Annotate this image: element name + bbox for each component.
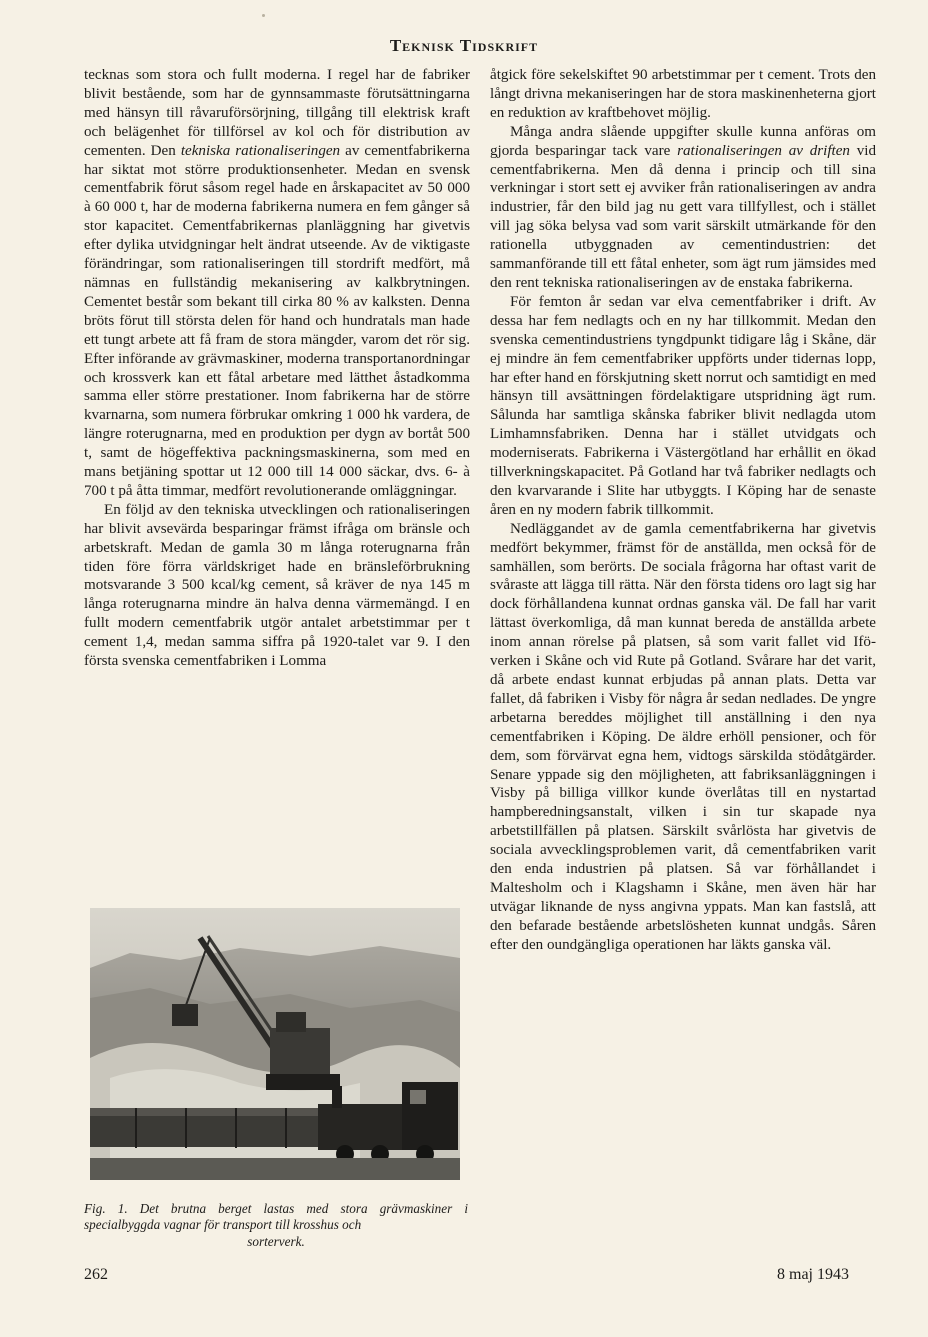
right-paragraph-1: åtgick före sekelskiftet 90 arbetstimmar per t cement. Trots den långt drivna mekaniseringen har de stora maskinenheterna gjort en reduktion av kraftbehovet möjlig. bbox=[490, 67, 876, 121]
right-column bbox=[490, 66, 876, 955]
left-column bbox=[84, 66, 470, 671]
figure-caption-main: Fig. 1. Det brutna berget lastas med stora grävmaskiner i specialbyggda vagnar för transport till krosshus och bbox=[84, 1201, 468, 1233]
page-number: 262 bbox=[84, 1266, 108, 1283]
excavator-photo-illustration bbox=[90, 908, 460, 1180]
issue-date: 8 maj 1943 bbox=[777, 1266, 849, 1283]
print-speck bbox=[262, 14, 265, 17]
right-paragraph-3: För femton år sedan var elva cementfabriker i drift. Av dessa har fem nedlagts och en ny har tillkommit. Medan den svenska cementindustriens tyngdpunkt tidigare låg i Skåne, där ej mindre än fem cementfabriker uppförts under tidernas lopp, har efter hand en förskjutning skett norrut och samtidigt en med hänsyn till avsättningen fördelaktigare utspridning ägt rum. Sålunda har samtliga skånska fabriker blivit nedlagda utom Limhamnsfabriken. Denna har i stället utvidgats och moderniserats. Fabrikerna i Västergötland har erhållit en ökad tillverkningskapacitet. På Gotland har två fabriker nedlagts och den kvarvarande i Slite har utbyggts. I Köping har de senaste åren en ny modern fabrik tillkommit. bbox=[490, 293, 876, 518]
right-paragraph-2: Många andra slående uppgifter skulle kunna anföras om gjorda besparingar tack vare rationaliseringen av driften vid cementfabrikerna. Men då denna i princip och till sina verkningar i stort sett ej avviker från rationaliseringen av andra industrier, får den bild jag nu gett vara tillfyllest, och i stället vill jag söka belysa vad som varit särskilt utmärkande för den rationella utbyggnaden av cementindustrien: det sammanförande till ett fåtal enheter, som ägt rum jämsides med den rent tekniska rationaliseringen av de enstaka fabrikerna. bbox=[490, 123, 877, 291]
figure-caption-last-line: sorterverk. bbox=[247, 1233, 305, 1249]
figure-excavator-photo bbox=[90, 908, 460, 1180]
figure-caption bbox=[84, 1201, 468, 1250]
journal-title: Teknisk Tidskrift bbox=[389, 36, 539, 55]
right-paragraph-4: Nedläggandet av de gamla cementfabrikerna har givetvis medfört bekymmer, främst för de anställda, men också för de samhällen, som berörts. De sociala frågorna har oftast varit de svåraste att lägga till rätta. När den första tidens oro lagt sig har dock förhållandena kunnat ordnas ganska väl. De fall har varit lättast överkomliga, då man kunnat bereda de anställda arbete inom annan rörelse på platsen, så som varit fallet vid Ifö-verken i Skåne och vid Rute på Gotland. Svårare har det varit, då arbete endast kunnat erbjudas på annan plats. Detta var fallet, då fabriken i Visby för några år sedan nedlades. De yngre arbetarna bereddes möjlighet till anställning i den nya cementfabriken i Köping. De äldre erhöll pensioner, och för dem, som förvärvat egna hem, vidtogs särskilda stödåtgärder. Senare yppade sig den möjligheten, att fabriksanläggningen i Visby på billiga villkor kunde överlåtas till en nystartad hampberedningsanstalt, vilken i sin tur skapade nya arbetstillfällen på platsen. Särskilt svårlösta har givetvis de sociala avvecklingsproblemen varit, då cementfabriken varit den enda industrien på platsen. Så var förhållandet i Maltesholm och i Klagshamn i Skåne, men även här har utvägar liknande de nyss angivna yppats. Man kan fastslå, att den befarade bestående arbetslösheten kunnat undgås. Såren efter den oundgängliga operationen har läkts ganska väl. bbox=[490, 520, 876, 953]
left-paragraph-1: tecknas som stora och fullt moderna. I regel har de fabriker blivit bestående, som har de gynnsammaste förutsättningarna med hänsyn till råvaruförsörjning, tillgång till elektrisk kraft och belägenhet för tillförsel av kol och för distribution av cementen. Den tekniska rationaliseringen av cementfabrikerna har siktat mot större produktionsenheter. Medan en svensk cementfabrik förut såsom regel hade en årskapacitet av 50 000 à 60 000 t, har de moderna fabrikerna numera en fem gånger så stor kapacitet. Cementfabrikernas planläggning har givetvis efter dylika utvidgningar helt ändrat utseende. Av de viktigaste förändringar, som rationaliseringen till stordrift medfört, må nämnas en fullständig mekanisering av kalkbrytningen. Cementet består som bekant till cirka 80 % av kalksten. Denna bröts förut till största delen för hand och hundratals man hade ett tungt arbete att få fram de stora mängder, varom det rör sig. Efter införande av grävmaskiner, moderna transportanordningar och krossverk kan ett fåtal arbetare med lätthet åstadkomma samma eller större prestationer. Inom fabrikerna har de större kvarnarna, som numera förbrukar omkring 1 000 hk vardera, de längre roterugnarna, med en produktion per dygn av bortåt 500 t, samt de högeffektiva packningsmaskinerna, som med en mans betjäning spottar ut 12 000 till 14 000 säckar, dvs. 6- à 700 t på åtta timmar, medfört revolutionerande omläggningar. bbox=[84, 67, 470, 499]
emphasis-technical-rationalisation: tekniska rationaliseringen bbox=[180, 142, 341, 159]
left-paragraph-2: En följd av den tekniska utvecklingen och rationaliseringen har blivit avsevärda besparingar främst ifråga om bränsle och arbetskraft. Medan de gamla 30 m långa roterugnarna från tiden före förra världskriget hade en bränsleförbrukning motsvarande 3 500 kcal/kg cement, så kräver de nya 145 m långa roterugnarna mindre än halva denna värmemängd. I en fullt modern cementfabrik utgör antalet arbetstimmar per t cement 1,4, medan samma siffra på 1920-talet var 9. I den första svenska cementfabriken i Lomma bbox=[84, 501, 470, 670]
emphasis-rationalisation-of-operations: rationaliseringen av driften bbox=[677, 142, 850, 159]
